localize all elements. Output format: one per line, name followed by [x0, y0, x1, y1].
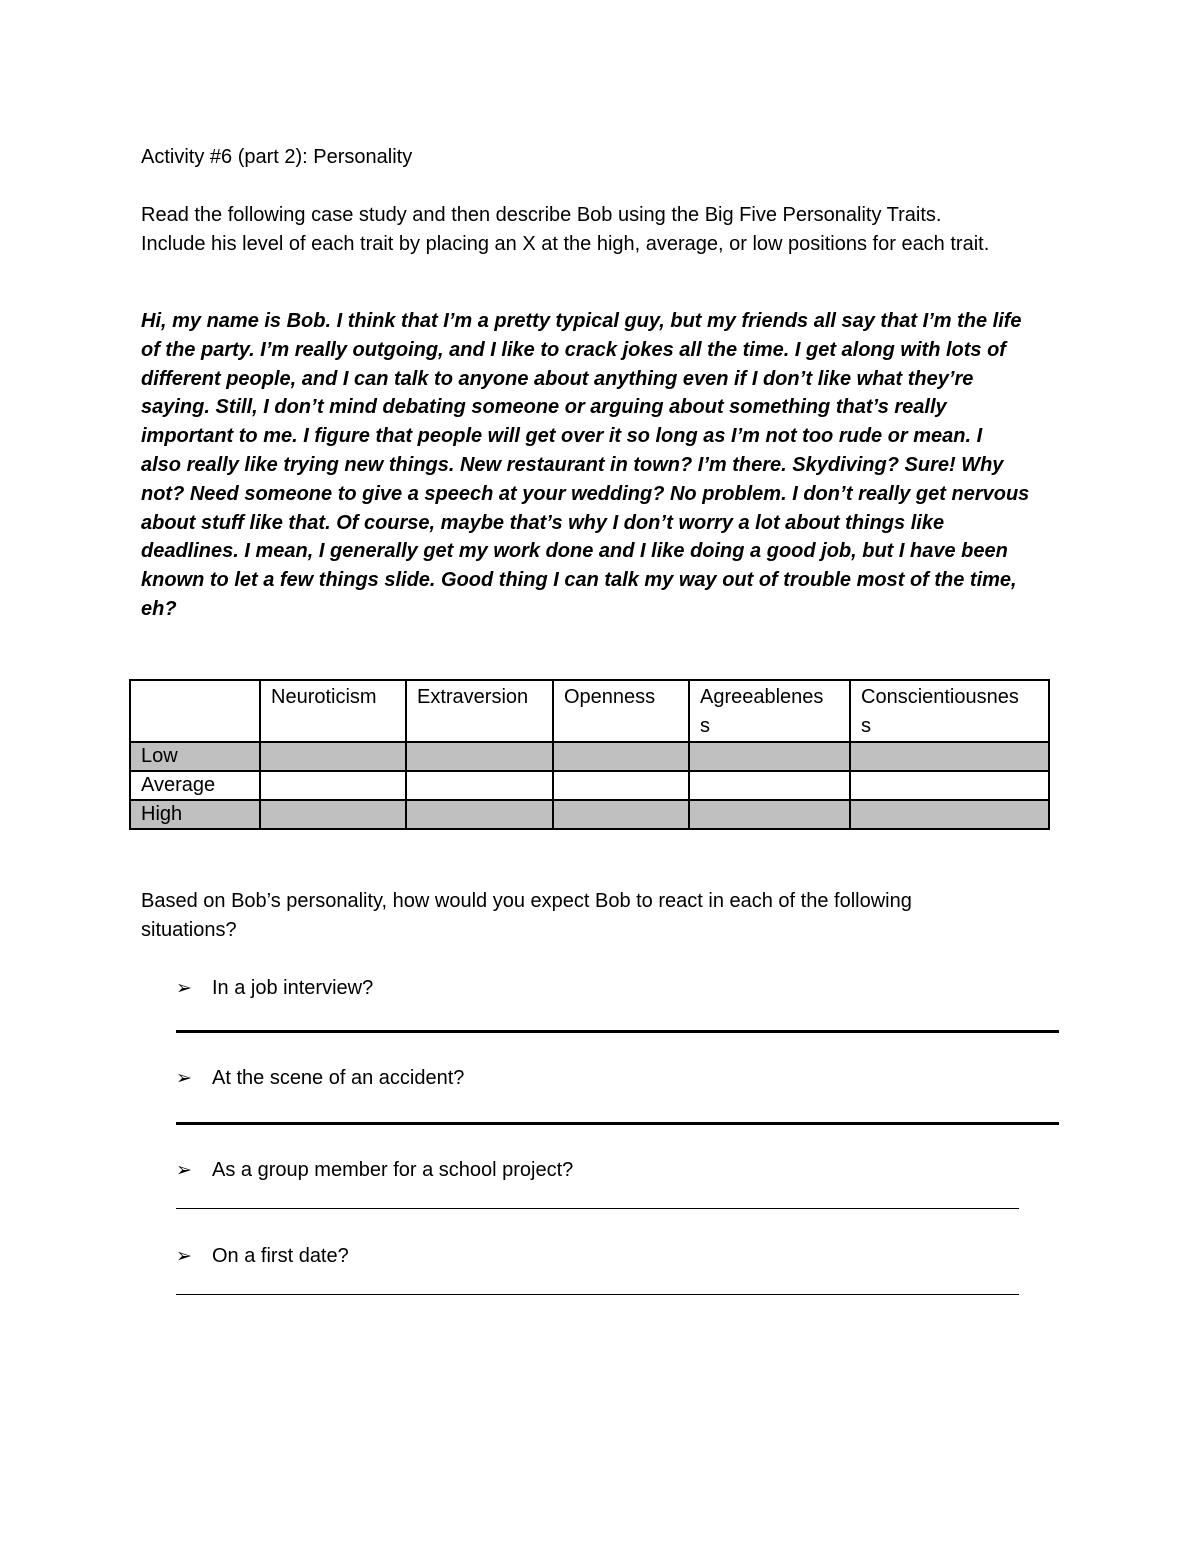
- question-intro: [141, 887, 912, 944]
- table-header-corner: [130, 680, 260, 742]
- case-study-line: known to let a few things slide. Good thing I can talk my way out of trouble most of the time,: [141, 569, 1017, 592]
- question-text: In a job interview?: [212, 977, 374, 999]
- case-study-line: also really like trying new things. New restaurant in town? I’m there. Skydiving? Sure! Why: [141, 453, 1004, 476]
- table-row-average: [130, 771, 1049, 800]
- answer-line[interactable]: [176, 1294, 1019, 1295]
- arrowhead-bullet-icon: ➢: [176, 1245, 192, 1267]
- mark-cell[interactable]: [406, 771, 553, 800]
- mark-cell[interactable]: [553, 771, 689, 800]
- arrowhead-bullet-icon: ➢: [176, 1067, 192, 1089]
- mark-cell[interactable]: [850, 742, 1049, 771]
- question-item: [176, 1156, 573, 1184]
- case-study-line: saying. Still, I don’t mind debating someone or arguing about something that’s really: [141, 396, 947, 419]
- question-text: On a first date?: [212, 1245, 349, 1267]
- table-header-conscientiousness: Conscientiousnes s: [850, 680, 1049, 742]
- table-header-neuroticism: Neuroticism: [260, 680, 406, 742]
- case-study-text: [141, 307, 1071, 624]
- arrowhead-bullet-icon: ➢: [176, 1159, 192, 1181]
- table-header-agreeableness: Agreeablenes s: [689, 680, 850, 742]
- table-row-high: [130, 800, 1049, 829]
- instructions-line: Include his level of each trait by placing an X at the high, average, or low positions for each trait.: [141, 232, 990, 255]
- question-intro-line: Based on Bob’s personality, how would you expect Bob to react in each of the following: [141, 890, 912, 912]
- question-text: As a group member for a school project?: [212, 1159, 574, 1181]
- mark-cell[interactable]: [260, 742, 406, 771]
- mark-cell[interactable]: [850, 771, 1049, 800]
- case-study-line: of the party. I’m really outgoing, and I like to crack jokes all the time. I get along with lots of: [141, 338, 1006, 361]
- instructions-line: Read the following case study and then describe Bob using the Big Five Personality Traits.: [141, 204, 942, 226]
- row-label: Average: [130, 771, 260, 800]
- case-study-line: deadlines. I mean, I generally get my work done and I like doing a good job, but I have been: [141, 540, 1008, 563]
- mark-cell[interactable]: [689, 771, 850, 800]
- page-title: Activity #6 (part 2): Personality: [141, 146, 413, 168]
- answer-line[interactable]: [176, 1208, 1019, 1209]
- mark-cell[interactable]: [553, 742, 689, 771]
- table-header-extraversion: Extraversion: [406, 680, 553, 742]
- table-header-openness: Openness: [553, 680, 689, 742]
- mark-cell[interactable]: [406, 742, 553, 771]
- arrowhead-bullet-icon: ➢: [176, 977, 192, 999]
- case-study-line: about stuff like that. Of course, maybe that’s why I don’t worry a lot about things like: [141, 511, 945, 534]
- mark-cell[interactable]: [260, 800, 406, 829]
- case-study-line: important to me. I figure that people will get over it so long as I’m not too rude or mean. I: [141, 425, 983, 448]
- question-item: [176, 1242, 349, 1270]
- question-intro-line: situations?: [141, 918, 237, 941]
- traits-table: [129, 679, 1050, 830]
- question-text: At the scene of an accident?: [212, 1067, 465, 1089]
- mark-cell[interactable]: [406, 800, 553, 829]
- case-study-line: not? Need someone to give a speech at your wedding? No problem. I don’t really get nervous: [141, 482, 1030, 505]
- instructions: [141, 201, 1081, 258]
- question-item: [176, 974, 373, 1002]
- mark-cell[interactable]: [260, 771, 406, 800]
- row-label: High: [130, 800, 260, 829]
- answer-line[interactable]: [176, 1122, 1059, 1125]
- mark-cell[interactable]: [553, 800, 689, 829]
- case-study-line: Hi, my name is Bob. I think that I’m a pretty typical guy, but my friends all say that I’m the life: [141, 310, 1022, 332]
- mark-cell[interactable]: [689, 800, 850, 829]
- table-header-row: [130, 680, 1049, 742]
- table-row-low: [130, 742, 1049, 771]
- case-study-line: different people, and I can talk to anyone about anything even if I don’t like what they’re: [141, 367, 974, 390]
- mark-cell[interactable]: [689, 742, 850, 771]
- case-study-line: eh?: [141, 597, 177, 620]
- row-label: Low: [130, 742, 260, 771]
- answer-line[interactable]: [176, 1030, 1059, 1033]
- mark-cell[interactable]: [850, 800, 1049, 829]
- question-item: [176, 1064, 464, 1092]
